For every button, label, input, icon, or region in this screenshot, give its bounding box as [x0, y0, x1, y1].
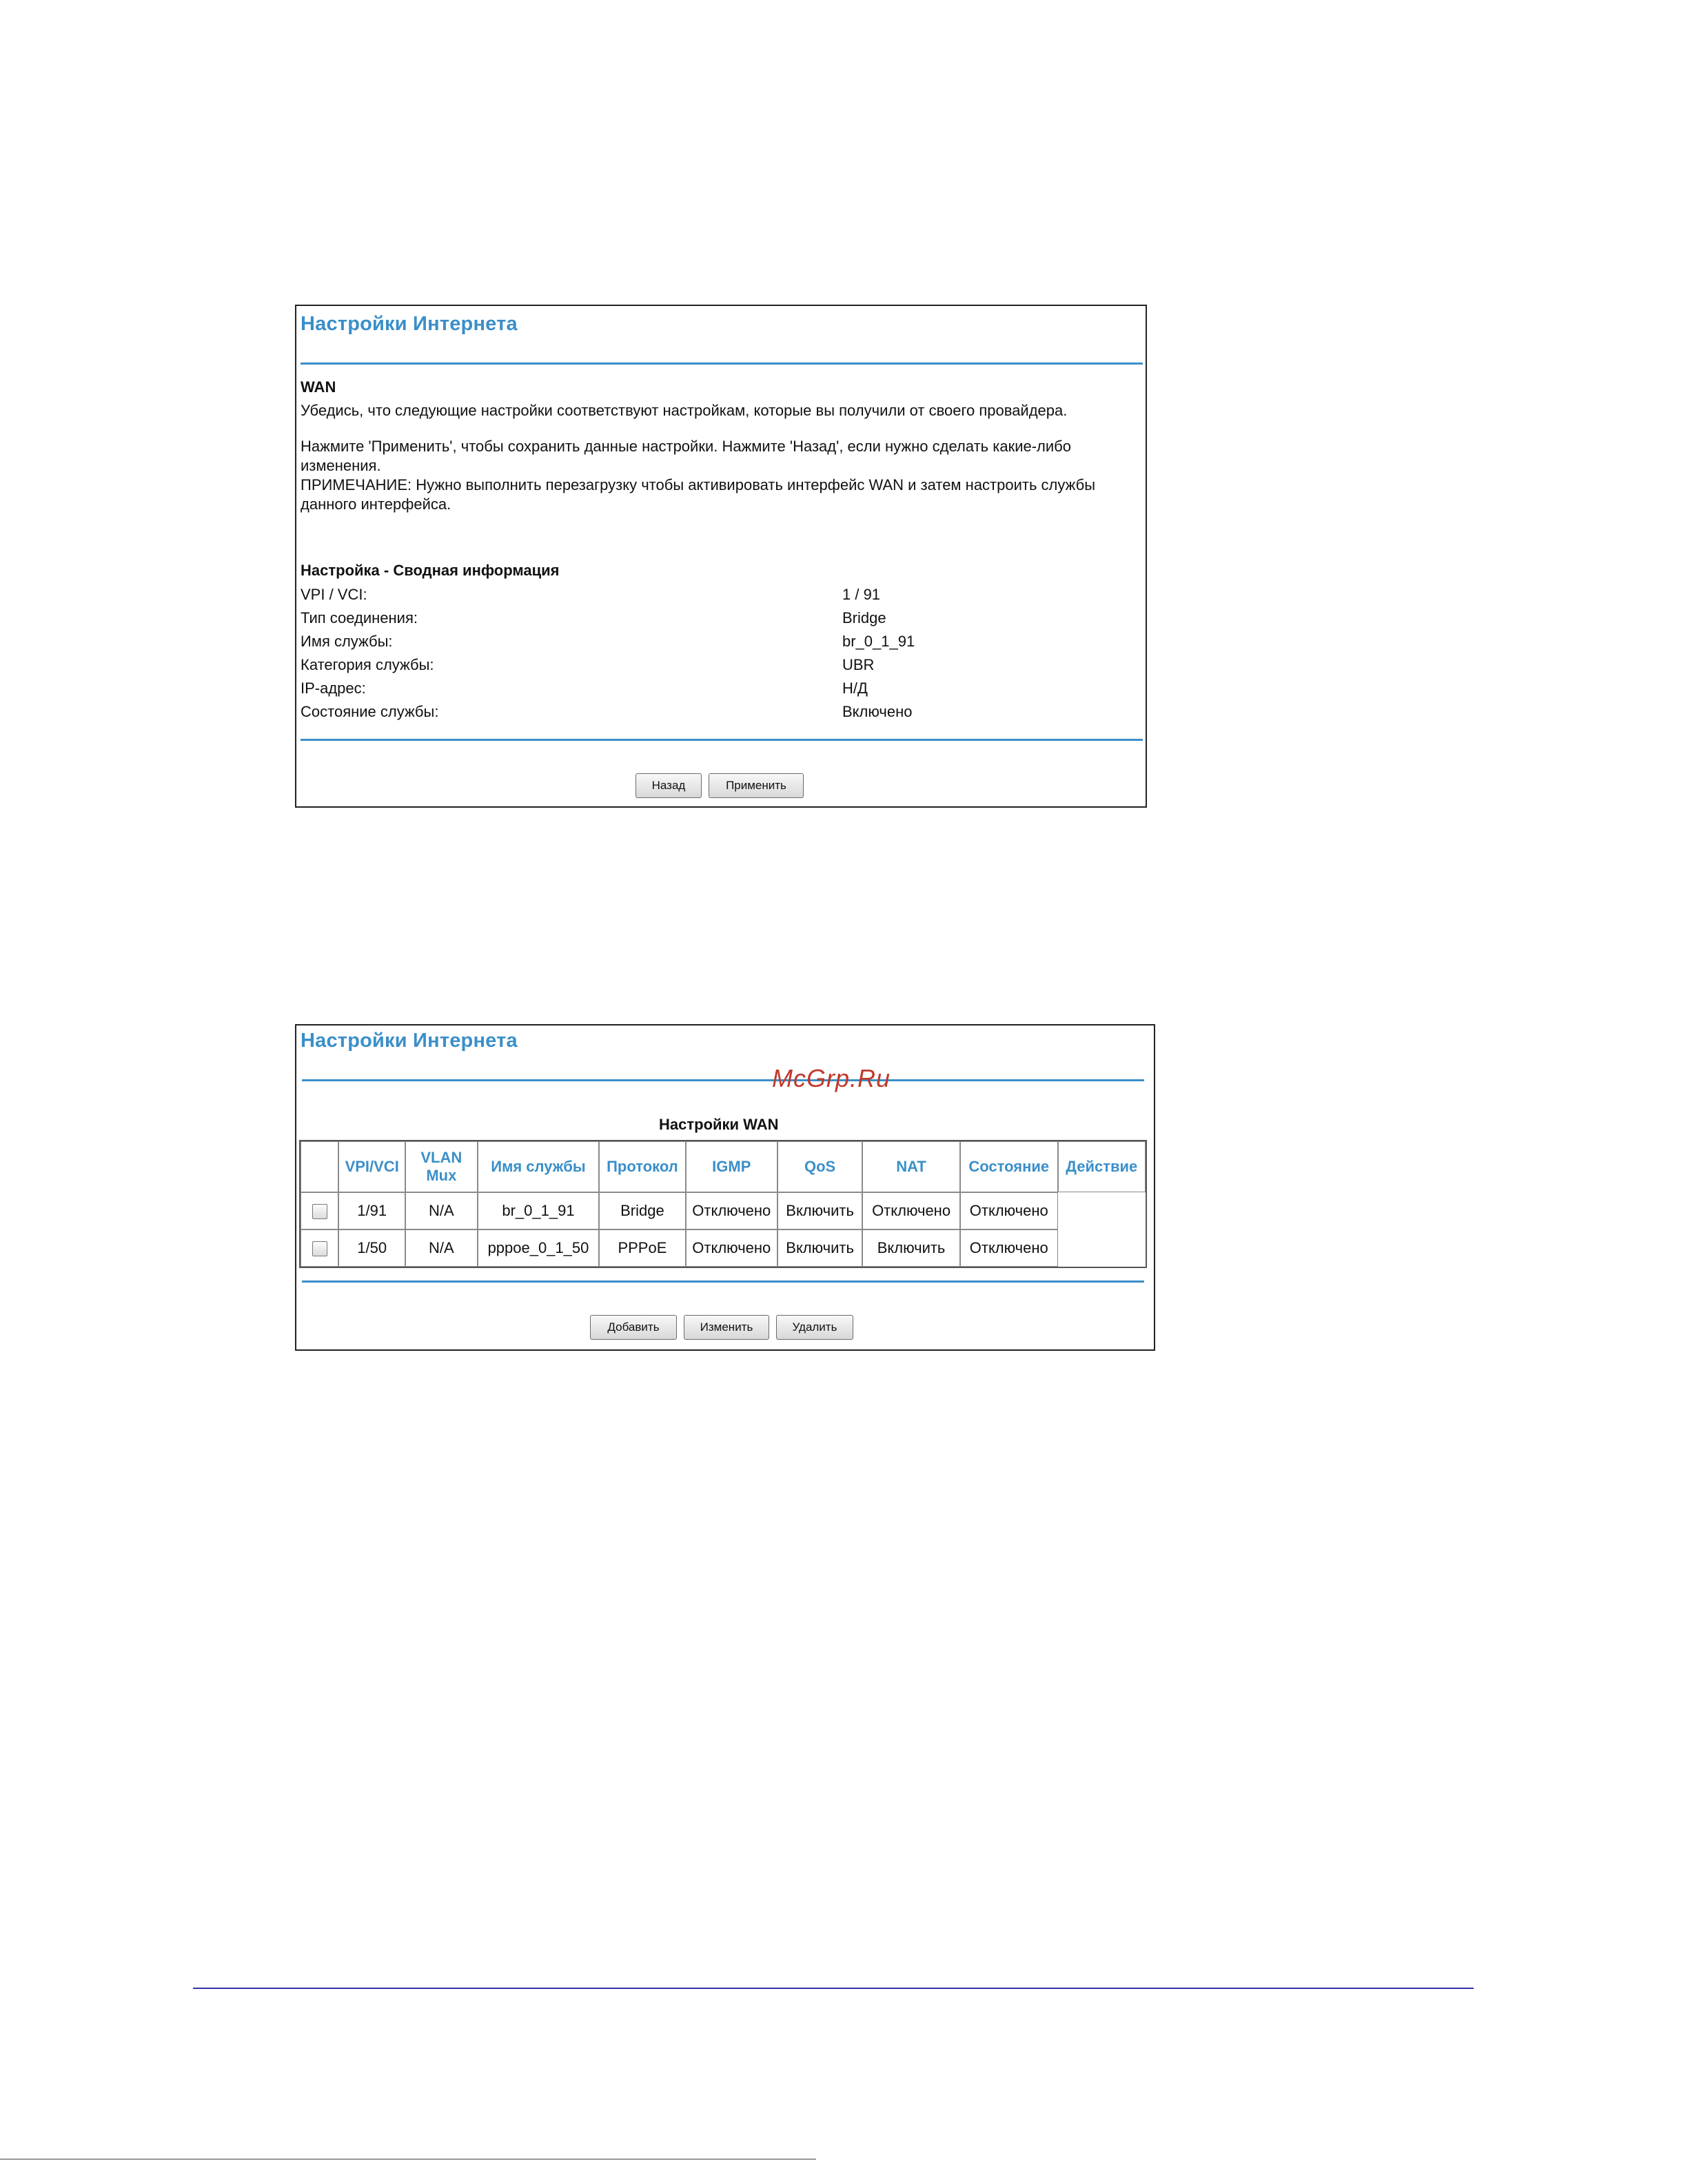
column-header-qos: QoS [777, 1141, 862, 1192]
summary-panel [295, 305, 1147, 808]
row-checkbox[interactable] [312, 1204, 327, 1219]
summary-label: Состояние службы: [301, 703, 439, 720]
cell-vpi-vci: 1/50 [338, 1229, 405, 1267]
reboot-note-line2: данного интерфейса. [301, 496, 451, 513]
wan-settings-panel [295, 1024, 1155, 1351]
cell-igmp: Отключено [686, 1229, 777, 1267]
cell-state: Отключено [960, 1192, 1058, 1229]
column-header-vpi-vci: VPI/VCI [338, 1141, 405, 1192]
cell-service-name: br_0_1_91 [478, 1192, 600, 1229]
wan-table [299, 1140, 1147, 1268]
table-header-row [301, 1141, 1146, 1192]
column-header-action: Действие [1058, 1141, 1146, 1192]
table-row [301, 1229, 1146, 1267]
summary-label: Категория службы: [301, 656, 434, 673]
summary-divider [301, 739, 1143, 741]
column-header-vlan-mux: VLAN Mux [405, 1141, 478, 1192]
row-select-cell [301, 1192, 338, 1229]
summary-label: VPI / VCI: [301, 586, 367, 603]
back-button[interactable]: Назад [635, 773, 702, 798]
column-header-protocol: Протокол [599, 1141, 685, 1192]
table-row [301, 1192, 1146, 1229]
add-button[interactable]: Добавить [590, 1315, 677, 1340]
cell-vlan-mux: N/A [405, 1229, 478, 1267]
cell-nat: Отключено [862, 1192, 960, 1229]
cell-igmp: Отключено [686, 1192, 777, 1229]
cell-nat: Включить [862, 1229, 960, 1267]
delete-button[interactable]: Удалить [776, 1315, 853, 1340]
column-header-service-name: Имя службы [478, 1141, 600, 1192]
summary-heading: Настройка - Сводная информация [301, 562, 560, 579]
table-divider [302, 1280, 1144, 1283]
apply-note-line2: изменения. [301, 457, 381, 474]
summary-value: Включено [842, 703, 913, 720]
wan-heading: WAN [301, 378, 336, 396]
row-checkbox[interactable] [312, 1241, 327, 1256]
title-divider [302, 1079, 1144, 1081]
apply-button[interactable]: Применить [709, 773, 804, 798]
watermark-text: McGrp.Ru [772, 1064, 891, 1092]
summary-value: Н/Д [842, 680, 868, 697]
cell-protocol: PPPoE [599, 1229, 685, 1267]
edit-button[interactable]: Изменить [684, 1315, 769, 1340]
summary-value: br_0_1_91 [842, 633, 915, 650]
summary-label: IP-адрес: [301, 680, 366, 697]
intro-text: Убедись, что следующие настройки соответствуют настройкам, которые вы получили от своего провайдера. [301, 402, 1068, 419]
select-column-header [301, 1141, 338, 1192]
cell-qos: Включить [777, 1229, 862, 1267]
cell-qos: Включить [777, 1192, 862, 1229]
column-header-igmp: IGMP [686, 1141, 777, 1192]
reboot-note-line1: ПРИМЕЧАНИЕ: Нужно выполнить перезагрузку чтобы активировать интерфейс WAN и затем настроить службы [301, 476, 1096, 493]
summary-label: Тип соединения: [301, 609, 418, 626]
cell-protocol: Bridge [599, 1192, 685, 1229]
summary-value: 1 / 91 [842, 586, 881, 603]
apply-note-line1: Нажмите 'Применить', чтобы сохранить данные настройки. Нажмите 'Назад', если нужно сделать какие-либо [301, 438, 1072, 455]
cell-vlan-mux: N/A [405, 1192, 478, 1229]
footer-divider [193, 1988, 1474, 1989]
cell-action [1058, 1192, 1146, 1267]
summary-label: Имя службы: [301, 633, 393, 650]
title-divider [301, 363, 1143, 365]
row-select-cell [301, 1229, 338, 1267]
page-title: Настройки Интернета [301, 1030, 518, 1052]
cell-service-name: pppoe_0_1_50 [478, 1229, 600, 1267]
page-title: Настройки Интернета [301, 313, 518, 335]
table-caption: Настройки WAN [659, 1116, 779, 1133]
cell-state: Отключено [960, 1229, 1058, 1267]
page-bottom-rule [0, 2159, 816, 2160]
column-header-state: Состояние [960, 1141, 1058, 1192]
summary-value: Bridge [842, 609, 886, 626]
summary-value: UBR [842, 656, 875, 673]
column-header-nat: NAT [862, 1141, 960, 1192]
cell-vpi-vci: 1/91 [338, 1192, 405, 1229]
